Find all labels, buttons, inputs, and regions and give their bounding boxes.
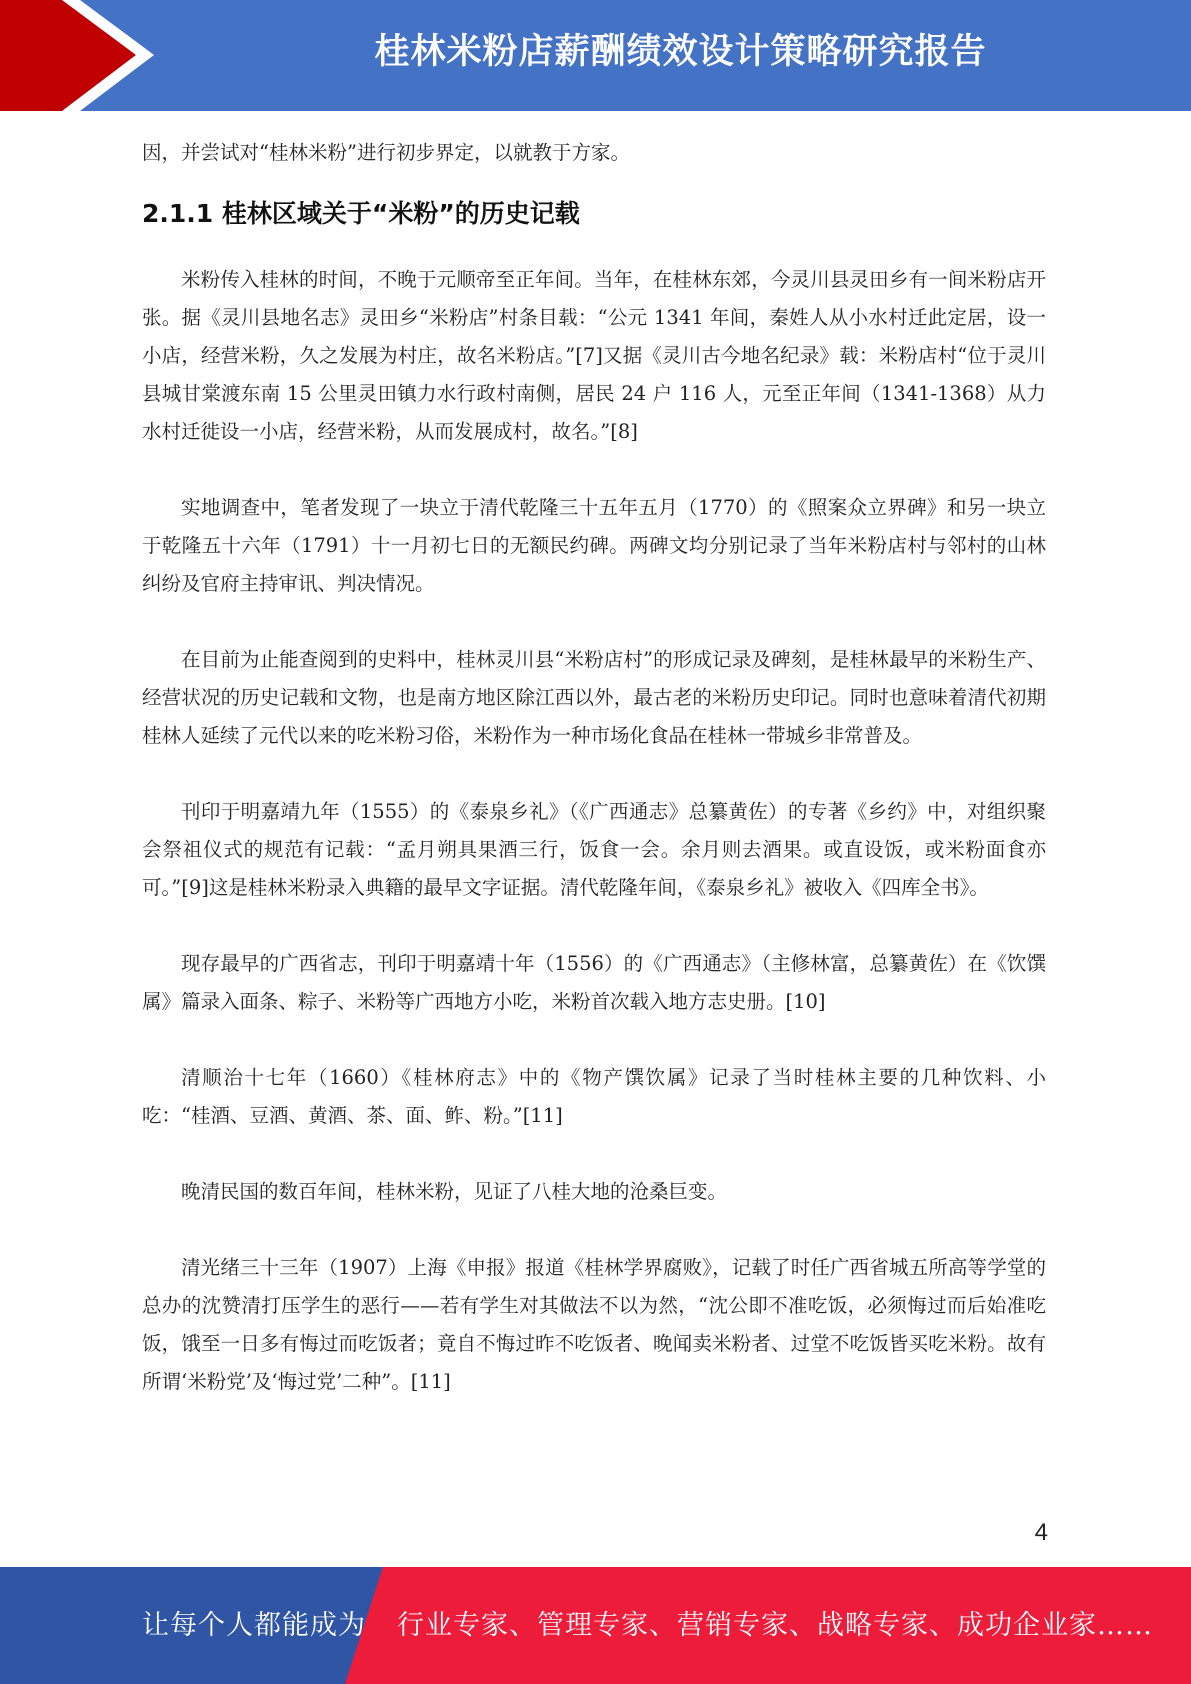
body-paragraph-3: 在目前为止能查阅到的史料中，桂林灵川县“米粉店村”的形成记录及碑刻，是桂林最早的米粉生产、经营状况的历史记载和文物，也是南方地区除江西以外，最古老的米粉历史印记。同时也意味着清代初期桂林人延续了元代以来的吃米粉习俗，米粉作为一种市场化食品在桂林一带城乡非常普及。: [142, 648, 1046, 747]
body-paragraph-5: 现存最早的广西省志，刊印于明嘉靖十年（1556）的《广西通志》（主修林富，总纂黄佐）在《饮馔属》篇录入面条、粽子、米粉等广西地方小吃，米粉首次载入地方志史册。[10]: [142, 952, 1046, 1013]
page-footer: [0, 1567, 1191, 1684]
section-heading: 2.1.1 桂林区域关于“米粉”的历史记载: [142, 199, 580, 228]
document-body: [142, 134, 1046, 1401]
footer-slogan-left: 让每个人都能成为: [142, 1610, 366, 1641]
footer-slogan-right: 行业专家、管理专家、营销专家、战略专家、成功企业家……: [397, 1610, 1153, 1641]
page-header: [0, 0, 1191, 111]
page-number: 4: [1034, 1519, 1048, 1546]
body-paragraph-1: 米粉传入桂林的时间，不晚于元顺帝至正年间。当年，在桂林东郊，今灵川县灵田乡有一间米粉店开张。据《灵川县地名志》灵田乡“米粉店”村条目载：“公元 1341 年间，秦姓人从小水村迁此定居，设一小店，经营米粉，久之发展为村庄，故名米粉店。”[7]又据《灵川古今地名纪录》载：米粉店村“位于灵川县城甘棠渡东南 15 公里灵田镇力水行政村南侧，居民 24 户 116 人，元至正年间（1341-1368）从力水村迁徙设一小店，经营米粉，从而发展成村，故名。”[8]: [142, 268, 1046, 443]
body-paragraph-4: 刊印于明嘉靖九年（1555）的《泰泉乡礼》（《广西通志》总纂黄佐）的专著《乡约》中，对组织聚会祭祖仪式的规范有记载：“孟月朔具果酒三行，饭食一会。余月则去酒果。或直设饭，或米粉面食亦可。”[9]这是桂林米粉录入典籍的最早文字证据。清代乾隆年间，《泰泉乡礼》被收入《四库全书》。: [142, 800, 1046, 899]
report-title: 桂林米粉店薪酬绩效设计策略研究报告: [374, 32, 987, 72]
body-paragraph-7: 晚清民国的数百年间，桂林米粉，见证了八桂大地的沧桑巨变。: [181, 1180, 728, 1203]
body-paragraph-2: 实地调查中，笔者发现了一块立于清代乾隆三十五年五月（1770）的《照案众立界碑》和另一块立于乾隆五十六年（1791）十一月初七日的无额民约碑。两碑文均分别记录了当年米粉店村与邻村的山林纠纷及官府主持审讯、判决情况。: [142, 496, 1046, 595]
intro-paragraph: 因，并尝试对“桂林米粉”进行初步界定，以就教于方家。: [142, 141, 630, 164]
body-paragraph-6: 清顺治十七年（1660）《桂林府志》中的《物产馔饮属》记录了当时桂林主要的几种饮料、小吃：“桂酒、豆酒、黄酒、茶、面、鲊、粉。”[11]: [142, 1066, 1046, 1127]
body-paragraph-8: 清光绪三十三年（1907）上海《申报》报道《桂林学界腐败》，记载了时任广西省城五所高等学堂的总办的沈赞清打压学生的恶行——若有学生对其做法不以为然，“沈公即不准吃饭，必须悔过而后始准吃饭，饿至一日多有悔过而吃饭者；竟自不悔过昨不吃饭者、晚闻卖米粉者、过堂不吃饭皆买吃米粉。故有所谓‘米粉党’及‘悔过党’二种”。[11]: [142, 1256, 1046, 1393]
